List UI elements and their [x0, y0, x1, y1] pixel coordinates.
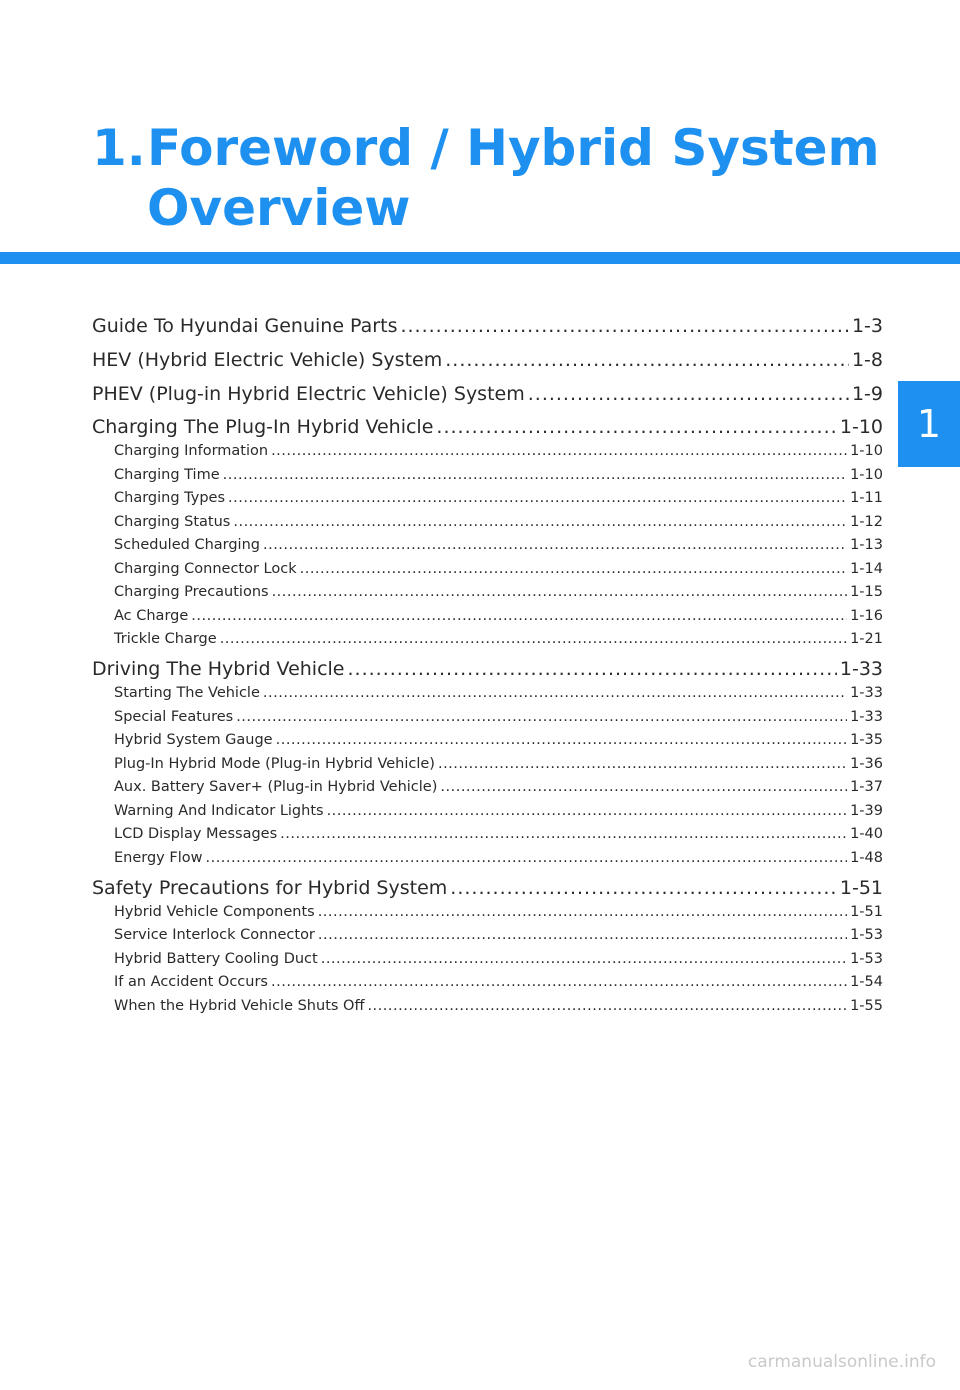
- toc-leader-dots: [445, 348, 849, 372]
- toc-subentry-scheduled-charging[interactable]: [114, 536, 883, 555]
- toc-entry-hev-system[interactable]: [92, 348, 883, 372]
- toc-entry-page: 1-54: [850, 974, 883, 990]
- toc-entry-label: Aux. Battery Saver+ (Plug-in Hybrid Vehicle): [114, 779, 438, 795]
- toc-leader-dots: [271, 973, 847, 992]
- title-divider: [0, 252, 960, 264]
- chapter-number: 1.: [92, 119, 146, 177]
- toc-entry-label: Starting The Vehicle: [114, 685, 260, 701]
- toc-subentry-hybrid-system-gauge[interactable]: [114, 731, 883, 750]
- toc-entry-page: 1-55: [850, 998, 883, 1014]
- toc-leader-dots: [205, 849, 847, 868]
- toc-subentry-accident-occurs[interactable]: [114, 973, 883, 992]
- toc-entry-safety-precautions[interactable]: [92, 876, 883, 900]
- toc-leader-dots: [318, 903, 847, 922]
- toc-entry-label: Charging The Plug-In Hybrid Vehicle: [92, 416, 434, 438]
- toc-entry-page: 1-10: [850, 443, 883, 459]
- toc-leader-dots: [450, 876, 837, 900]
- toc-leader-dots: [280, 825, 847, 844]
- toc-subentry-ac-charge[interactable]: [114, 607, 883, 626]
- toc-entry-label: Guide To Hyundai Genuine Parts: [92, 315, 398, 337]
- toc-entry-page: 1-33: [839, 658, 883, 680]
- toc-entry-label: Safety Precautions for Hybrid System: [92, 877, 448, 899]
- toc-entry-label: Energy Flow: [114, 850, 203, 866]
- toc-subentry-charging-status[interactable]: [114, 513, 883, 532]
- toc-entry-label: Scheduled Charging: [114, 537, 260, 553]
- toc-entry-label: Charging Time: [114, 467, 220, 483]
- toc-entry-label: Charging Types: [114, 490, 226, 506]
- toc-subentry-plug-in-hybrid-mode[interactable]: [114, 755, 883, 774]
- toc-entry-label: Hybrid System Gauge: [114, 732, 273, 748]
- toc-leader-dots: [400, 314, 848, 338]
- toc-leader-dots: [191, 607, 847, 626]
- toc-entry-label: Plug-In Hybrid Mode (Plug-in Hybrid Vehicle): [114, 756, 435, 772]
- chapter-title-line1: Foreword / Hybrid System: [147, 119, 880, 177]
- toc-entry-label: Ac Charge: [114, 608, 189, 624]
- toc-subentry-charging-precautions[interactable]: [114, 583, 883, 602]
- toc-entry-page: 1-39: [850, 803, 883, 819]
- toc-entry-page: 1-53: [850, 951, 883, 967]
- toc-entry-page: 1-3: [851, 315, 883, 337]
- toc-leader-dots: [300, 560, 847, 579]
- toc-leader-dots: [223, 466, 847, 485]
- toc-entry-label: Trickle Charge: [114, 631, 217, 647]
- toc-entry-page: 1-35: [850, 732, 883, 748]
- toc-entry-label: Charging Precautions: [114, 584, 269, 600]
- toc-leader-dots: [438, 755, 847, 774]
- toc-entry-label: Hybrid Battery Cooling Duct: [114, 951, 318, 967]
- toc-leader-dots: [436, 415, 836, 439]
- toc-leader-dots: [276, 731, 847, 750]
- toc-entry-label: Charging Information: [114, 443, 269, 459]
- toc-subentry-hybrid-battery-cooling-duct[interactable]: [114, 950, 883, 969]
- toc-entry-page: 1-37: [850, 779, 883, 795]
- chapter-title: [92, 118, 880, 238]
- source-watermark: carmanualsonline.info: [747, 1352, 936, 1372]
- toc-leader-dots: [367, 997, 847, 1016]
- toc-entry-page: 1-8: [851, 349, 883, 371]
- toc-leader-dots: [440, 778, 847, 797]
- toc-leader-dots: [272, 583, 848, 602]
- chapter-tab[interactable]: 1: [898, 381, 960, 467]
- toc-entry-genuine-parts[interactable]: [92, 314, 883, 338]
- toc-entry-driving-hybrid[interactable]: [92, 657, 883, 681]
- toc-entry-page: 1-33: [850, 685, 883, 701]
- toc-entry-label: When the Hybrid Vehicle Shuts Off: [114, 998, 365, 1014]
- toc-leader-dots: [327, 802, 848, 821]
- toc-entry-label: Service Interlock Connector: [114, 927, 315, 943]
- toc-entry-page: 1-48: [850, 850, 883, 866]
- toc-entry-label: If an Accident Occurs: [114, 974, 268, 990]
- toc-entry-label: Driving The Hybrid Vehicle: [92, 658, 345, 680]
- toc-entry-page: 1-40: [850, 826, 883, 842]
- toc-leader-dots: [228, 489, 847, 508]
- toc-leader-dots: [321, 950, 847, 969]
- toc-subentry-special-features[interactable]: [114, 708, 883, 727]
- toc-leader-dots: [233, 513, 847, 532]
- toc-entry-label: Charging Status: [114, 514, 231, 530]
- toc-entry-label: PHEV (Plug-in Hybrid Electric Vehicle) System: [92, 383, 525, 405]
- toc-subentry-warning-indicator-lights[interactable]: [114, 802, 883, 821]
- toc-leader-dots: [263, 536, 847, 555]
- toc-entry-phev-system[interactable]: [92, 382, 883, 406]
- toc-leader-dots: [271, 442, 847, 461]
- toc-subentry-trickle-charge[interactable]: [114, 630, 883, 649]
- toc-subentry-charging-information[interactable]: [114, 442, 883, 461]
- toc-entry-page: 1-15: [850, 584, 883, 600]
- toc-entry-page: 1-10: [839, 416, 883, 438]
- toc-entry-page: 1-13: [850, 537, 883, 553]
- toc-entry-label: Charging Connector Lock: [114, 561, 297, 577]
- toc-leader-dots: [263, 684, 847, 703]
- toc-entry-page: 1-11: [850, 490, 883, 506]
- toc-entry-page: 1-16: [850, 608, 883, 624]
- toc-entry-page: 1-53: [850, 927, 883, 943]
- toc-entry-page: 1-14: [850, 561, 883, 577]
- toc-subentry-charging-types[interactable]: [114, 489, 883, 508]
- toc-subentry-charging-connector-lock[interactable]: [114, 560, 883, 579]
- chapter-title-line2: Overview: [147, 179, 411, 237]
- toc-leader-dots: [220, 630, 847, 649]
- toc-subentry-charging-time[interactable]: [114, 466, 883, 485]
- toc-leader-dots: [318, 926, 847, 945]
- toc-entry-page: 1-9: [851, 383, 883, 405]
- toc-entry-label: Warning And Indicator Lights: [114, 803, 324, 819]
- toc-entry-page: 1-10: [850, 467, 883, 483]
- toc-entry-label: Special Features: [114, 709, 234, 725]
- toc-leader-dots: [236, 708, 847, 727]
- toc-entry-page: 1-51: [839, 877, 883, 899]
- toc-entry-page: 1-36: [850, 756, 883, 772]
- toc-leader-dots: [528, 382, 849, 406]
- toc-subentry-lcd-display-messages[interactable]: [114, 825, 883, 844]
- toc-entry-page: 1-33: [850, 709, 883, 725]
- toc-entry-label: LCD Display Messages: [114, 826, 278, 842]
- toc-subentry-energy-flow[interactable]: [114, 849, 883, 868]
- toc-subentry-hybrid-vehicle-shuts-off[interactable]: [114, 997, 883, 1016]
- toc-entry-label: Hybrid Vehicle Components: [114, 904, 315, 920]
- toc-entry-page: 1-12: [850, 514, 883, 530]
- toc-subentry-hybrid-vehicle-components[interactable]: [114, 903, 883, 922]
- toc-subentry-aux-battery-saver[interactable]: [114, 778, 883, 797]
- toc-entry-charging-phev[interactable]: [92, 415, 883, 439]
- toc-entry-label: HEV (Hybrid Electric Vehicle) System: [92, 349, 443, 371]
- toc-entry-page: 1-51: [850, 904, 883, 920]
- toc-subentry-starting-vehicle[interactable]: [114, 684, 883, 703]
- toc-entry-page: 1-21: [850, 631, 883, 647]
- toc-leader-dots: [348, 657, 837, 681]
- toc-subentry-service-interlock-connector[interactable]: [114, 926, 883, 945]
